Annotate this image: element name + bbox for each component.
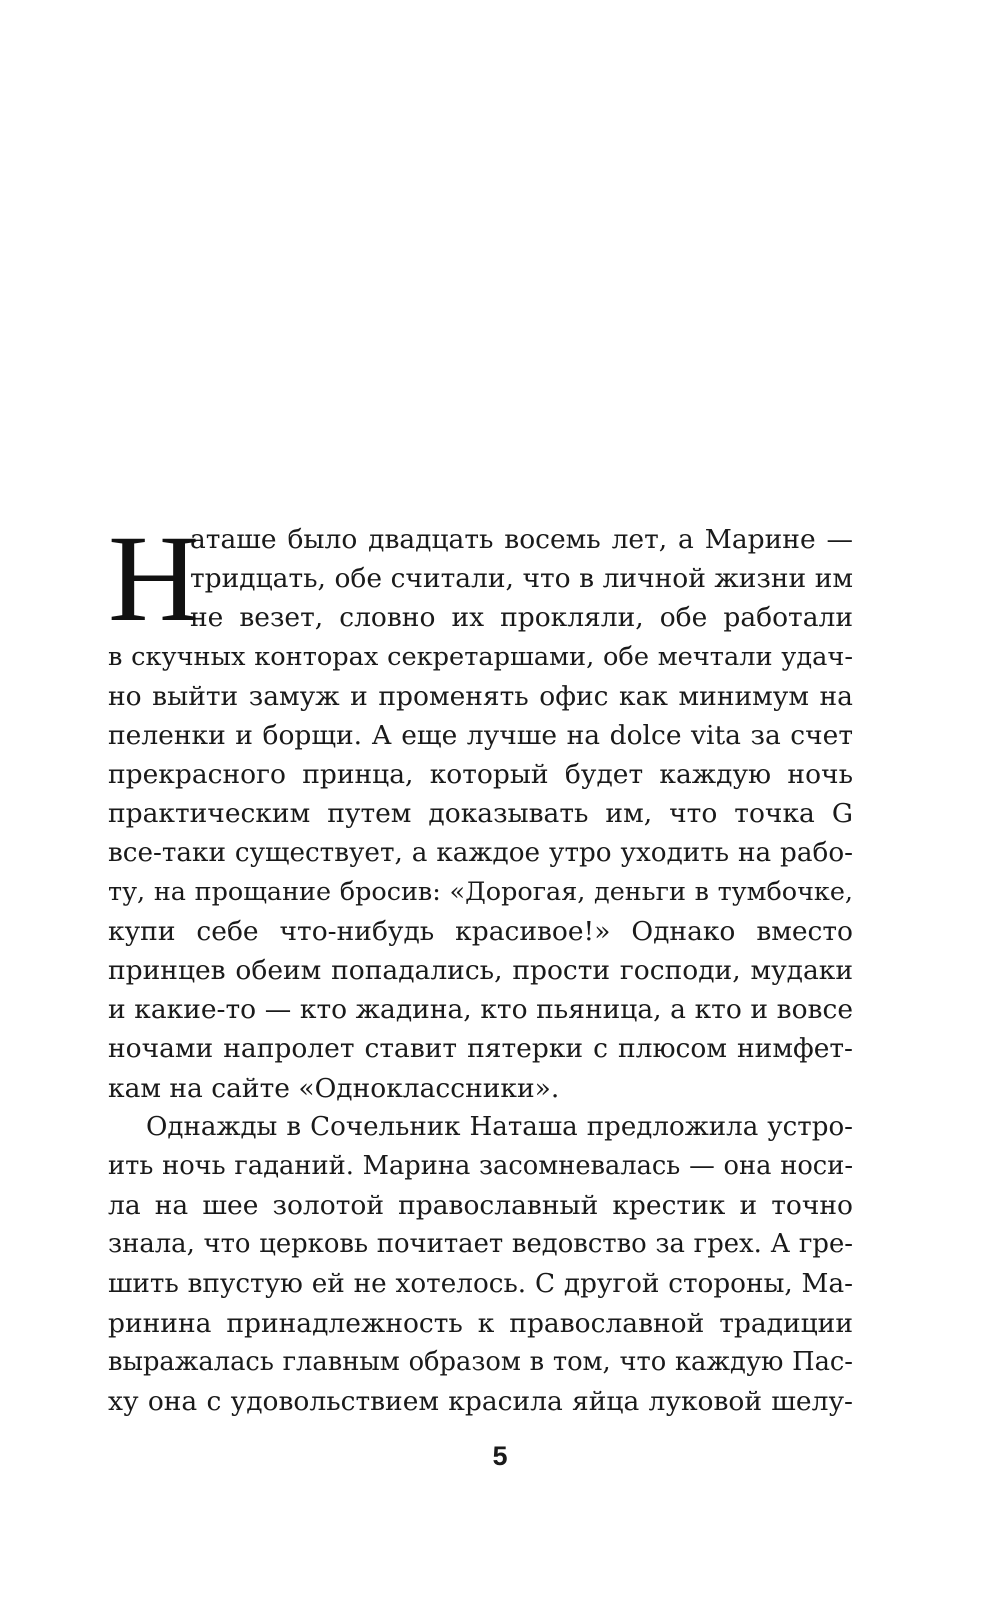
text-line: пеленки и борщи. А еще лучше на dolce vita за счет <box>108 719 853 751</box>
text-line: принцев обеим попадались, прости господи, мудаки <box>108 955 853 987</box>
text-line: ту, на прощание бросив: «Дорогая, деньги в тумбочке, <box>108 876 853 907</box>
text-line: кам на сайте «Одноклассники». <box>108 1072 560 1104</box>
text-line: выражалась главным образом в том, что каждую Пас- <box>108 1346 853 1377</box>
text-line: знала, что церковь почитает ведовство за грех. А гре- <box>108 1229 853 1260</box>
text-line: ла на шее золотой православный крестик и точно <box>108 1190 853 1222</box>
text-line: купи себе что-нибудь красивое!» Однако вместо <box>108 915 853 947</box>
text-line: все-таки существует, а каждое утро уходить на рабо- <box>108 837 853 868</box>
paragraph-2 <box>108 1108 853 1422</box>
text-line: аташе было двадцать восемь лет, а Марине — <box>190 524 853 555</box>
text-line: ночами напролет ставит пятерки с плюсом нимфет- <box>108 1033 853 1065</box>
text-line: Однажды в Сочельник Наташа предложила устро- <box>146 1111 853 1142</box>
text-line: ринина принадлежность к православной традиции <box>108 1307 853 1339</box>
text-block <box>108 510 853 1421</box>
text-line: но выйти замуж и променять офис как минимум на <box>108 680 853 712</box>
text-line: ху она с удовольствием красила яйца луковой шелу- <box>108 1386 853 1418</box>
paragraph-1 <box>108 510 853 1108</box>
text-line: в скучных конторах секретаршами, обе мечтали удач- <box>108 641 853 672</box>
text-line: ить ночь гаданий. Марина засомневалась — она носи- <box>108 1151 853 1181</box>
text-line: практическим путем доказывать им, что точка G <box>108 798 853 830</box>
drop-cap: Н <box>108 510 200 647</box>
page-number: 5 <box>492 1441 508 1471</box>
text-line: и какие-то — кто жадина, кто пьяница, а кто и вовсе <box>108 994 853 1026</box>
text-line: тридцать, обе считали, что в личной жизни им <box>190 563 853 595</box>
text-line: не везет, словно их прокляли, обе работали <box>190 602 853 634</box>
text-line: прекрасного принца, который будет каждую ночь <box>108 759 853 791</box>
text-line: шить впустую ей не хотелось. С другой стороны, Ма- <box>108 1268 853 1299</box>
